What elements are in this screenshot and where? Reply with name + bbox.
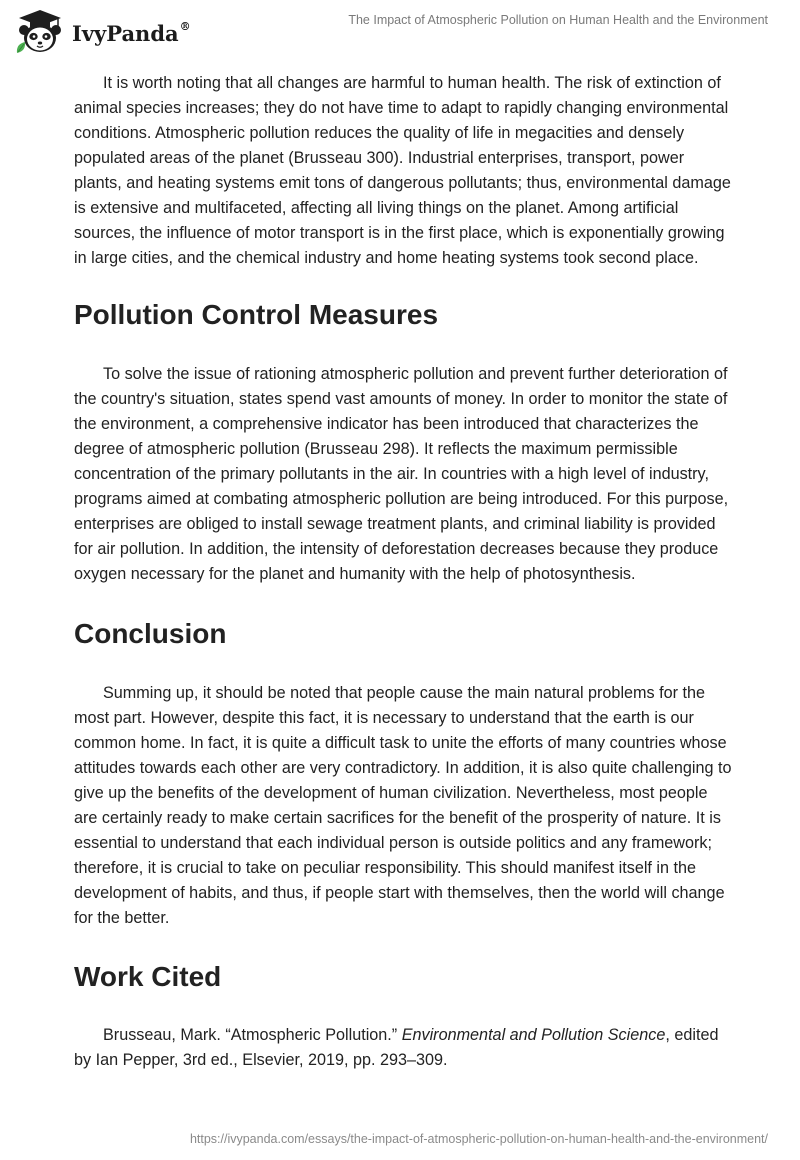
heading-work-cited: Work Cited [74,961,222,992]
document-title: The Impact of Atmospheric Pollution on Human Health and the Environment [348,13,768,27]
heading-conclusion: Conclusion [74,618,227,649]
paragraph-conclusion: Summing up, it should be noted that people cause the main natural problems for the most part. However, despite this fact, it is necessary to understand that the earth is our common home. In fact, it is quite a difficult task to unite the efforts of many countries whose attitudes towards each other are very contradictory. In addition, it is also quite challenging to give up the benefits of the development of human civilization. Nevertheless, most people are certainly ready to make certain sacrifices for the benefit of the prosperity of nature. It is essential to understand that each individual person is outside politics and any framework; therefore, it is crucial to take on peculiar responsibility. This should manifest itself in the development of habits, and thus, if people start with themselves, then the world will change for the better. [74,684,732,927]
citation-entry [74,1023,734,1073]
logo-wordmark [72,21,191,46]
logo-text: IvyPanda [72,20,179,46]
citation-book-title: Environmental and Pollution Science [401,1026,666,1044]
paragraph-pollution-control: To solve the issue of rationing atmospheric pollution and prevent further deterioration of the country's situation, states spend vast amounts of money. In order to monitor the state of the environment, a comprehensive indicator has been introduced that characterizes the degree of atmospheric pollution (Brusseau 298). It reflects the maximum permissible concentration of the primary pollutants in the air. In countries with a high level of industry, programs aimed at combating atmospheric pollution are being introduced. For this purpose, enterprises are obliged to install sewage treatment plants, and criminal liability is provided for air pollution. In addition, the intensity of deforestation decreases because they produce oxygen necessary for the planet and humanity with the help of photosynthesis. [74,365,729,583]
citation-details: , edited by Ian Pepper, 3rd ed., Elsevier, 2019, pp. 293–309. [74,1026,719,1069]
registered-mark: ® [179,19,191,33]
panda-icon [14,9,66,55]
essay-body [74,71,734,1073]
page-header [0,0,800,60]
source-url-link[interactable]: https://ivypanda.com/essays/the-impact-of-atmospheric-pollution-on-human-health-and-the-environment/ [189,1132,768,1146]
paragraph-intro: It is worth noting that all changes are harmful to human health. The risk of extinction of animal species increases; they do not have time to adapt to rapidly changing environmental conditions. Atmospheric pollution reduces the quality of life in megacities and densely populated areas of the planet (Brusseau 300). Industrial enterprises, transport, power plants, and heating systems emit tons of dangerous pollutants; thus, environmental damage is extensive and multifaceted, affecting all living things on the planet. Among artificial sources, the influence of motor transport is in the first place, which is exponentially growing in large cities, and the chemical industry and home heating systems took second place. [74,74,731,267]
ivypanda-logo[interactable] [14,9,191,55]
citation-author-title: Brusseau, Mark. “Atmospheric Pollution.” [103,1026,402,1044]
heading-pollution-control: Pollution Control Measures [74,299,439,330]
